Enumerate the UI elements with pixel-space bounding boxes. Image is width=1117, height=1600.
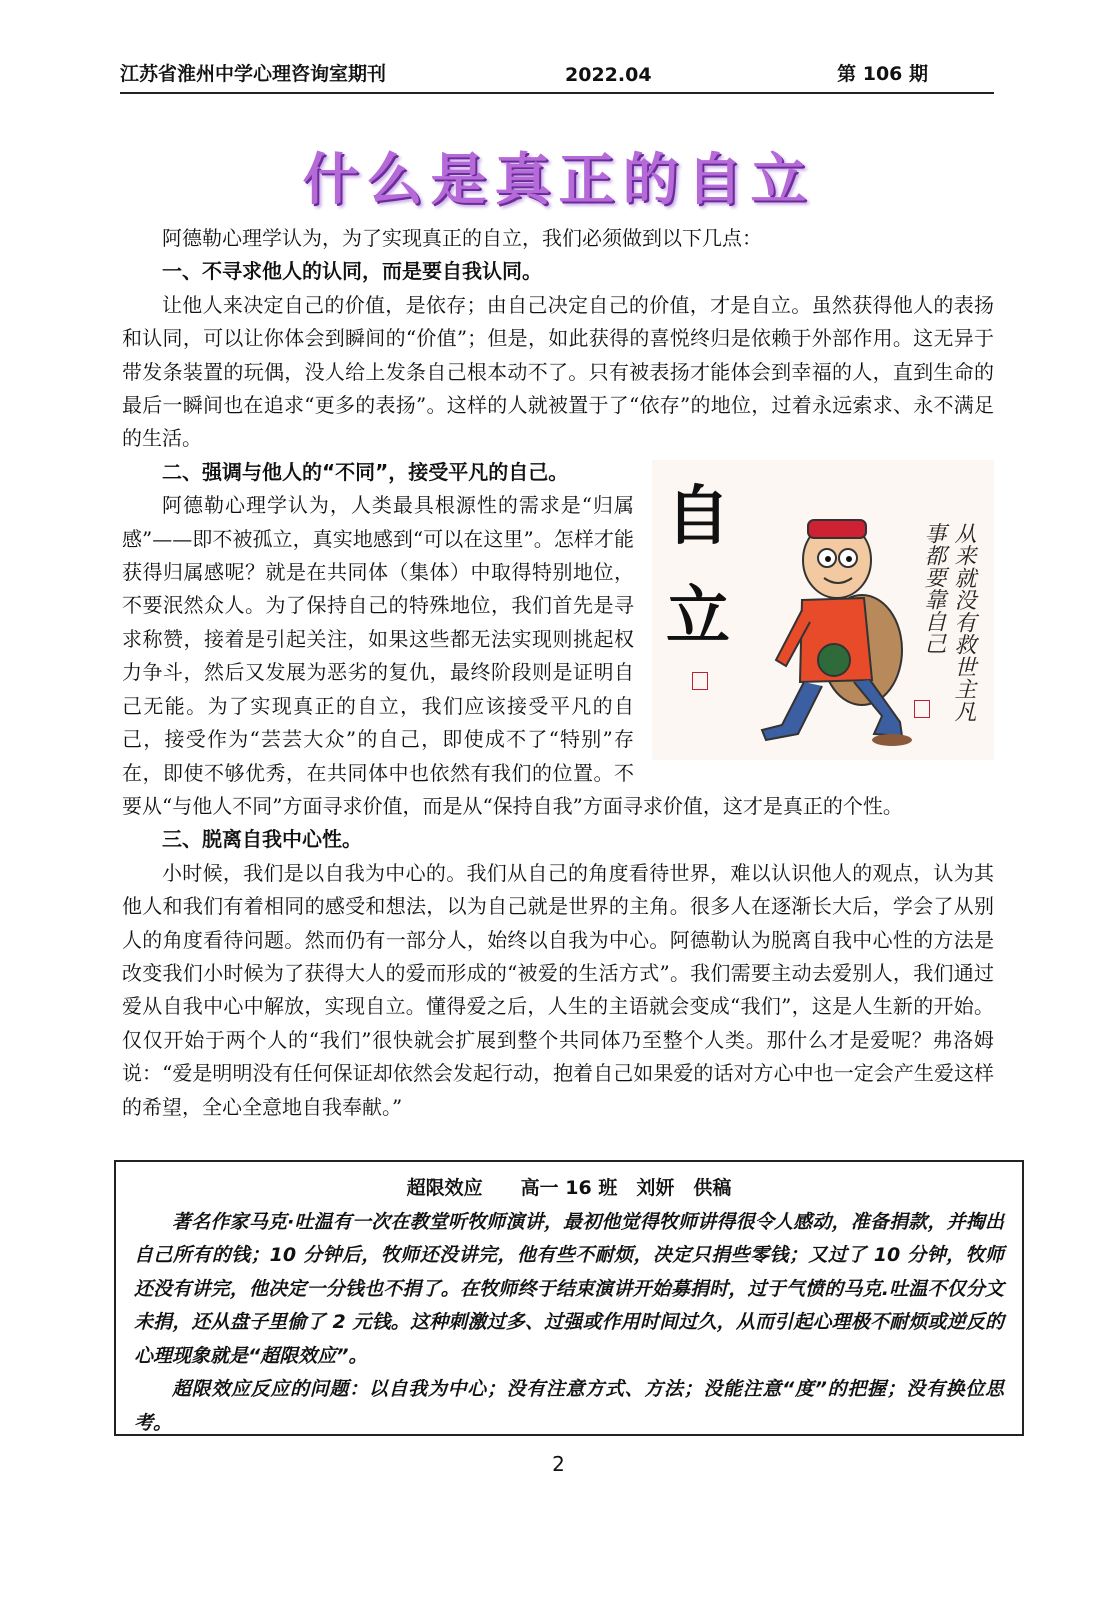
issue-date: 2022.04 [565, 64, 652, 86]
intro-paragraph: 阿德勒心理学认为，为了实现真正的自立，我们必须做到以下几点： [162, 226, 762, 250]
poem-inscription: 从来就没有救世主凡事都要靠自己 [921, 521, 976, 722]
section-2-text: 阿德勒心理学认为，人类最具根源性的需求是“归属感”——即不被孤立，真实地感到“可以在这里”。怎样才能获得归属感呢？就是在共同体（集体）中取得特别地位，不要泯然众人。为了保持自己的特殊地位，我们首先是寻求称赞，接着是引起关注，如果这些都无法实现则挑起权力争斗，然后又发展为恶劣的复仇，最终阶段则是证明自己无能。为了实现真正的自立，我们应该接受平凡的自己，接受作为“芸芸大众”的自己，即使成不了“特别”存在，即使不够优秀，在共同体中也依然有我们的位置。不要从“与他人不同”方面寻求价值，而是从“保持自我”方面寻求价值，这才是真正的个性。 [122, 493, 903, 818]
self-reliance-illustration [652, 460, 994, 760]
publication-name: 江苏省淮州中学心理咨询室期刊 [120, 63, 387, 85]
article-body [122, 222, 994, 1124]
section-2-heading: 二、强调与他人的“不同”，接受平凡的自己。 [162, 459, 569, 484]
issue-number: 第 106 期 [837, 63, 928, 85]
page-number: 2 [552, 1452, 565, 1476]
section-1-text: 让他人来决定自己的价值，是依存；由自己决定自己的价值，才是自立。虽然获得他人的表扬和认同，可以让你体会到瞬间的“价值”；但是，如此获得的喜悦终归是依赖于外部作用。这无异于带发条装置的玩偶，没人给上发条自己根本动不了。只有被表扬才能体会到幸福的人，直到生命的最后一瞬间也在追求“更多的表扬”。这样的人就被置于了“依存”的地位，过着永远索求、永不满足的生活。 [122, 292, 994, 451]
page-header [120, 62, 994, 94]
sidebar-box-overload-effect [114, 1160, 1024, 1436]
seal-stamp-icon [692, 672, 708, 690]
hiker-cartoon-icon [742, 490, 922, 750]
box-paragraph-1: 著名作家马克·吐温有一次在教堂听牧师演讲，最初他觉得牧师讲得很令人感动，准备捐款，并掏出自己所有的钱；10 分钟后，牧师还没讲完，他有些不耐烦，决定只捐些零钱；又过了 10 分钟，牧师还没有讲完，他决定一分钱也不捐了。在牧师终于结束演讲开始募捐时，过于气愤的马克.吐温不仅分文未捐，还从盘子里偷了 2 元钱。这种刺激过多、过强或作用时间过久，从而引起心理极不耐烦或逆反的心理现象就是“超限效应”。 [134, 1210, 1004, 1367]
section-3-text: 小时候，我们是以自我为中心的。我们从自己的角度看待世界，难以认识他人的观点，认为其他人和我们有着相同的感受和想法，以为自己就是世界的主角。很多人在逐渐长大后，学会了从别人的角度看待问题。然而仍有一部分人，始终以自我为中心。阿德勒认为脱离自我中心性的方法是改变我们小时候为了获得大人的爱而形成的“被爱的生活方式”。我们需要主动去爱别人，我们通过爱从自我中心中解放，实现自立。懂得爱之后，人生的主语就会变成“我们”，这是人生新的开始。仅仅开始于两个人的“我们”很快就会扩展到整个共同体乃至整个人类。那什么才是爱呢？弗洛姆说：“爱是明明没有任何保证却依然会发起行动，抱着自己如果爱的话对方心中也一定会产生爱这样的希望，全心全意地自我奉献。” [122, 860, 994, 1119]
calligraphy-char-bottom: 立 [666, 578, 730, 654]
box-paragraph-2: 超限效应反应的问题：以自我为中心；没有注意方式、方法；没能注意“度”的把握；没有换位思考。 [134, 1378, 1004, 1434]
box-title: 超限效应 高一 16 班 刘妍 供稿 [406, 1177, 732, 1199]
article-title: 什么是真正的自立 [302, 147, 815, 213]
section-3-heading: 三、脱离自我中心性。 [162, 827, 362, 852]
section-1-heading: 一、不寻求他人的认同，而是要自我认同。 [162, 259, 542, 284]
calligraphy-char-top: 自 [666, 478, 730, 554]
